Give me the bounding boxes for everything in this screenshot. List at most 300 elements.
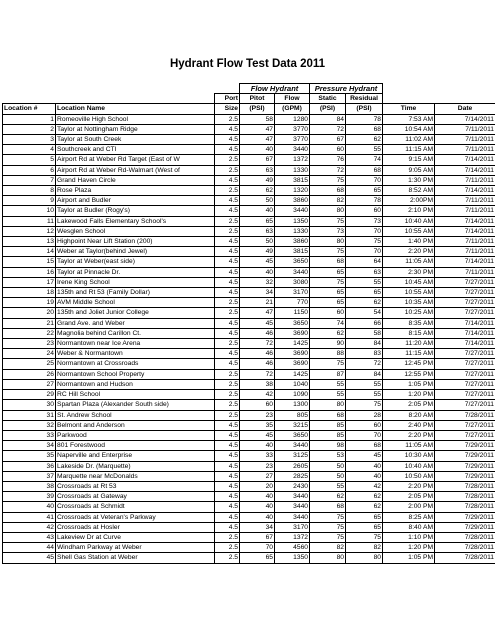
location-name-cell: St. Andrew School <box>56 410 215 420</box>
table-row <box>3 522 495 532</box>
location-number-cell: 2 <box>3 124 56 134</box>
static-cell: 55 <box>310 481 346 491</box>
table-row <box>3 308 495 318</box>
table-row <box>3 512 495 522</box>
table-row <box>3 196 495 206</box>
size-cell: 2.5 <box>215 298 240 308</box>
pitot-cell: 50 <box>240 237 275 247</box>
date-cell: 7/11/2011 <box>435 124 495 134</box>
location-name-cell: Crossroads at Hosler <box>56 522 215 532</box>
time-cell: 11:05 AM <box>383 441 435 451</box>
time-header: Time <box>383 104 435 114</box>
location-number-cell: 27 <box>3 379 56 389</box>
location-name-cell: 135th and Rt 53 (Family Dollar) <box>56 288 215 298</box>
flow-cell: 3690 <box>275 349 310 359</box>
location-number-cell: 32 <box>3 420 56 430</box>
size-cell: 2.5 <box>215 532 240 542</box>
flow-cell: 3650 <box>275 430 310 440</box>
location-number-cell: 24 <box>3 349 56 359</box>
static-cell: 75 <box>310 175 346 185</box>
table-row <box>3 379 495 389</box>
size-cell: 2.5 <box>215 308 240 318</box>
location-name-cell: Airport and Budler <box>56 196 215 206</box>
date-cell: 7/27/2011 <box>435 349 495 359</box>
location-name-cell: Windham Parkway at Weber <box>56 543 215 553</box>
time-cell: 2:10 PM <box>383 206 435 216</box>
table-row <box>3 155 495 165</box>
static-cell: 62 <box>310 492 346 502</box>
location-name-cell: Belmont and Anderson <box>56 420 215 430</box>
static-cell: 85 <box>310 430 346 440</box>
pitot-cell: 20 <box>240 481 275 491</box>
size-header: Size <box>215 104 240 114</box>
residual-cell: 65 <box>346 288 383 298</box>
date-cell: 7/14/2011 <box>435 114 495 124</box>
size-cell: 4.5 <box>215 441 240 451</box>
table-row <box>3 186 495 196</box>
table-row <box>3 481 495 491</box>
location-number-cell: 14 <box>3 247 56 257</box>
time-cell: 8:15 AM <box>383 328 435 338</box>
size-cell: 4.5 <box>215 267 240 277</box>
location-name-cell: Normantown at Crossroads <box>56 359 215 369</box>
size-cell: 2.5 <box>215 410 240 420</box>
residual-cell: 68 <box>346 124 383 134</box>
location-number-cell: 41 <box>3 512 56 522</box>
location-number-cell: 20 <box>3 308 56 318</box>
residual-cell: 70 <box>346 226 383 236</box>
date-cell: 7/14/2011 <box>435 339 495 349</box>
flow-cell: 3170 <box>275 522 310 532</box>
location-name-cell: 135th and Joliet Junior College <box>56 308 215 318</box>
flow-cell: 3440 <box>275 145 310 155</box>
flow-cell: 3860 <box>275 237 310 247</box>
table-row <box>3 257 495 267</box>
time-cell: 11:20 AM <box>383 339 435 349</box>
location-name-cell: Parkwood <box>56 430 215 440</box>
table-row <box>3 135 495 145</box>
static-cell: 85 <box>310 420 346 430</box>
time-cell: 2:20 PM <box>383 430 435 440</box>
location-name-cell: Taylor at Budler (Rogy's) <box>56 206 215 216</box>
table-row <box>3 145 495 155</box>
size-cell: 2.5 <box>215 400 240 410</box>
size-cell: 4.5 <box>215 461 240 471</box>
date-cell: 7/28/2011 <box>435 553 495 563</box>
time-cell: 10:30 AM <box>383 451 435 461</box>
size-cell: 2.5 <box>215 369 240 379</box>
static-unit-header: (PSI) <box>310 104 346 114</box>
flow-cell: 2430 <box>275 481 310 491</box>
location-name-cell: Taylor at South Creek <box>56 135 215 145</box>
location-name-cell: Magnolia behind Carillon Ct. <box>56 328 215 338</box>
date-cell: 7/27/2011 <box>435 420 495 430</box>
location-name-cell: Southcreek and CTI <box>56 145 215 155</box>
flow-cell: 3440 <box>275 206 310 216</box>
table-row <box>3 369 495 379</box>
static-cell: 75 <box>310 247 346 257</box>
location-number-cell: 3 <box>3 135 56 145</box>
static-cell: 60 <box>310 145 346 155</box>
size-cell: 4.5 <box>215 175 240 185</box>
table-row <box>3 247 495 257</box>
pitot-cell: 35 <box>240 420 275 430</box>
residual-cell: 62 <box>346 298 383 308</box>
date-cell: 7/28/2011 <box>435 532 495 542</box>
flow-cell: 1350 <box>275 216 310 226</box>
table-row <box>3 543 495 553</box>
pitot-cell: 63 <box>240 226 275 236</box>
static-cell: 82 <box>310 543 346 553</box>
size-cell: 2.5 <box>215 543 240 553</box>
residual-cell: 65 <box>346 186 383 196</box>
static-cell: 90 <box>310 339 346 349</box>
time-cell: 11:15 AM <box>383 349 435 359</box>
location-number-cell: 8 <box>3 186 56 196</box>
pitot-cell: 49 <box>240 175 275 185</box>
date-cell: 7/11/2011 <box>435 135 495 145</box>
time-cell: 2:20 PM <box>383 481 435 491</box>
location-name-cell: Shell Gas Station at Weber <box>56 553 215 563</box>
time-cell: 1:20 PM <box>383 543 435 553</box>
residual-cell: 62 <box>346 492 383 502</box>
flow-cell: 3440 <box>275 502 310 512</box>
time-cell: 11:15 AM <box>383 145 435 155</box>
size-cell: 2.5 <box>215 186 240 196</box>
static-cell: 65 <box>310 267 346 277</box>
date-cell: 7/29/2011 <box>435 451 495 461</box>
residual-unit-header: (PSI) <box>346 104 383 114</box>
time-cell: 2:05 PM <box>383 400 435 410</box>
location-name-cell: AVM Middle School <box>56 298 215 308</box>
location-name-cell: Lakewood Falls Elementary School's <box>56 216 215 226</box>
flow-cell: 1372 <box>275 532 310 542</box>
static-cell: 50 <box>310 471 346 481</box>
date-cell: 7/11/2011 <box>435 196 495 206</box>
location-number-cell: 43 <box>3 532 56 542</box>
residual-cell: 58 <box>346 328 383 338</box>
location-number-cell: 31 <box>3 410 56 420</box>
date-cell: 7/28/2011 <box>435 481 495 491</box>
flow-cell: 3080 <box>275 277 310 287</box>
location-number-cell: 15 <box>3 257 56 267</box>
residual-cell: 75 <box>346 400 383 410</box>
residual-cell: 40 <box>346 471 383 481</box>
pitot-cell: 67 <box>240 155 275 165</box>
size-cell: 4.5 <box>215 247 240 257</box>
static-cell: 65 <box>310 288 346 298</box>
static-cell: 68 <box>310 257 346 267</box>
pitot-cell: 47 <box>240 308 275 318</box>
table-row <box>3 216 495 226</box>
date-cell: 7/27/2011 <box>435 369 495 379</box>
residual-cell: 78 <box>346 114 383 124</box>
time-cell: 1:05 PM <box>383 379 435 389</box>
hydrant-data-table <box>2 83 495 564</box>
pitot-cell: 58 <box>240 114 275 124</box>
location-number-cell: 29 <box>3 390 56 400</box>
time-cell: 9:05 AM <box>383 165 435 175</box>
location-number-cell: 21 <box>3 318 56 328</box>
size-cell: 4.5 <box>215 196 240 206</box>
pitot-cell: 45 <box>240 318 275 328</box>
residual-cell: 78 <box>346 196 383 206</box>
table-row <box>3 492 495 502</box>
pitot-cell: 40 <box>240 512 275 522</box>
pitot-cell: 21 <box>240 298 275 308</box>
location-name-cell: Weber & Normantown <box>56 349 215 359</box>
static-cell: 72 <box>310 165 346 175</box>
flow-cell: 3650 <box>275 257 310 267</box>
static-cell: 84 <box>310 114 346 124</box>
size-cell: 2.5 <box>215 390 240 400</box>
pitot-cell: 65 <box>240 216 275 226</box>
flow-cell: 3815 <box>275 247 310 257</box>
location-number-cell: 11 <box>3 216 56 226</box>
location-number-cell: 1 <box>3 114 56 124</box>
table-row <box>3 318 495 328</box>
location-number-cell: 26 <box>3 369 56 379</box>
size-cell: 4.5 <box>215 135 240 145</box>
flow-cell: 1350 <box>275 553 310 563</box>
flow-cell: 3215 <box>275 420 310 430</box>
location-name-cell: RC Hill School <box>56 390 215 400</box>
date-header: Date <box>435 104 495 114</box>
location-number-cell: 7 <box>3 175 56 185</box>
pitot-cell: 32 <box>240 277 275 287</box>
flow-cell: 3690 <box>275 328 310 338</box>
residual-cell: 54 <box>346 308 383 318</box>
flow-cell: 3440 <box>275 492 310 502</box>
flow-cell: 3440 <box>275 441 310 451</box>
location-number-cell: 34 <box>3 441 56 451</box>
residual-cell: 60 <box>346 420 383 430</box>
port-header: Port <box>215 94 240 104</box>
date-cell: 7/14/2011 <box>435 155 495 165</box>
size-cell: 4.5 <box>215 522 240 532</box>
pitot-cell: 47 <box>240 135 275 145</box>
location-name-cell: Marquette near McDonalds <box>56 471 215 481</box>
static-cell: 65 <box>310 298 346 308</box>
static-cell: 62 <box>310 328 346 338</box>
time-cell: 2:30 PM <box>383 267 435 277</box>
size-cell: 4.5 <box>215 237 240 247</box>
location-name-cell: Normantown and Hudson <box>56 379 215 389</box>
flow-cell: 3170 <box>275 288 310 298</box>
table-row <box>3 124 495 134</box>
table-row <box>3 165 495 175</box>
flow-cell: 1280 <box>275 114 310 124</box>
size-cell: 2.5 <box>215 165 240 175</box>
static-cell: 50 <box>310 461 346 471</box>
table-row <box>3 441 495 451</box>
flow-cell: 1090 <box>275 390 310 400</box>
table-row <box>3 206 495 216</box>
pitot-unit-header: (PSI) <box>240 104 275 114</box>
location-number-cell: 42 <box>3 522 56 532</box>
date-cell: 7/28/2011 <box>435 410 495 420</box>
date-cell: 7/29/2011 <box>435 441 495 451</box>
pitot-cell: 63 <box>240 165 275 175</box>
static-cell: 75 <box>310 522 346 532</box>
date-cell: 7/11/2011 <box>435 175 495 185</box>
pitot-cell: 49 <box>240 247 275 257</box>
time-cell: 2:40 PM <box>383 420 435 430</box>
date-cell: 7/14/2011 <box>435 186 495 196</box>
static-cell: 80 <box>310 206 346 216</box>
pitot-cell: 72 <box>240 339 275 349</box>
location-number-cell: 33 <box>3 430 56 440</box>
location-name-cell: Irene King School <box>56 277 215 287</box>
table-row <box>3 400 495 410</box>
size-cell: 4.5 <box>215 288 240 298</box>
time-cell: 8:52 AM <box>383 186 435 196</box>
location-number-cell: 12 <box>3 226 56 236</box>
date-cell: 7/11/2011 <box>435 237 495 247</box>
header-row-1 <box>3 94 495 104</box>
time-cell: 1:10 PM <box>383 532 435 542</box>
time-cell: 11:02 AM <box>383 135 435 145</box>
pitot-cell: 46 <box>240 328 275 338</box>
time-cell: 10:45 AM <box>383 277 435 287</box>
flow-cell: 1330 <box>275 226 310 236</box>
location-number-cell: 25 <box>3 359 56 369</box>
location-number-cell: 30 <box>3 400 56 410</box>
time-cell: 10:40 AM <box>383 216 435 226</box>
size-cell: 2.5 <box>215 226 240 236</box>
time-cell: 2:00 PM <box>383 502 435 512</box>
static-cell: 68 <box>310 502 346 512</box>
pitot-cell: 40 <box>240 206 275 216</box>
location-name-cell: Rose Plaza <box>56 186 215 196</box>
time-cell: 7:53 AM <box>383 114 435 124</box>
table-body <box>3 114 495 563</box>
flow-cell: 3770 <box>275 124 310 134</box>
size-cell: 4.5 <box>215 145 240 155</box>
date-cell: 7/11/2011 <box>435 247 495 257</box>
residual-cell: 55 <box>346 277 383 287</box>
date-cell: 7/29/2011 <box>435 471 495 481</box>
flow-cell: 3440 <box>275 512 310 522</box>
location-name-cell: Romeoville High School <box>56 114 215 124</box>
time-cell: 1:40 PM <box>383 237 435 247</box>
pitot-cell: 40 <box>240 267 275 277</box>
static-cell: 53 <box>310 451 346 461</box>
static-cell: 82 <box>310 196 346 206</box>
location-number-cell: 38 <box>3 481 56 491</box>
table-row <box>3 114 495 124</box>
date-cell: 7/27/2011 <box>435 308 495 318</box>
location-number-cell: 16 <box>3 267 56 277</box>
time-cell: 8:20 AM <box>383 410 435 420</box>
location-name-cell: Lakeside Dr. (Marquette) <box>56 461 215 471</box>
location-name-cell: Naperville and Enterprise <box>56 451 215 461</box>
location-name-cell: Airport Rd at Weber Rd Target (East of W <box>56 155 215 165</box>
residual-header: Residual <box>346 94 383 104</box>
size-cell: 4.5 <box>215 451 240 461</box>
location-number-cell: 19 <box>3 298 56 308</box>
table-row <box>3 175 495 185</box>
location-number-cell: 5 <box>3 155 56 165</box>
flow-cell: 3770 <box>275 135 310 145</box>
static-cell: 55 <box>310 390 346 400</box>
location-name-cell: Grand Ave. and Weber <box>56 318 215 328</box>
pitot-cell: 40 <box>240 492 275 502</box>
flow-cell: 3440 <box>275 267 310 277</box>
flow-hydrant-group-header: Flow Hydrant <box>240 84 310 94</box>
residual-cell: 75 <box>346 532 383 542</box>
table-row <box>3 420 495 430</box>
static-cell: 80 <box>310 237 346 247</box>
date-cell: 7/27/2011 <box>435 359 495 369</box>
static-cell: 75 <box>310 359 346 369</box>
time-cell: 2:00PM <box>383 196 435 206</box>
residual-cell: 55 <box>346 145 383 155</box>
flow-cell: 1300 <box>275 400 310 410</box>
pitot-cell: 46 <box>240 349 275 359</box>
time-cell: 10:25 AM <box>383 308 435 318</box>
size-cell: 2.5 <box>215 114 240 124</box>
pitot-cell: 34 <box>240 522 275 532</box>
location-name-cell: Wesglen School <box>56 226 215 236</box>
static-cell: 75 <box>310 277 346 287</box>
size-cell: 4.5 <box>215 318 240 328</box>
pitot-cell: 70 <box>240 543 275 553</box>
location-name-cell: Grand Haven Circle <box>56 175 215 185</box>
time-cell: 9:15 AM <box>383 155 435 165</box>
pitot-cell: 50 <box>240 196 275 206</box>
residual-cell: 84 <box>346 339 383 349</box>
pitot-cell: 65 <box>240 553 275 563</box>
size-cell: 2.5 <box>215 379 240 389</box>
residual-cell: 65 <box>346 512 383 522</box>
flow-cell: 3650 <box>275 318 310 328</box>
time-cell: 8:35 AM <box>383 318 435 328</box>
location-number-cell: 40 <box>3 502 56 512</box>
pitot-cell: 23 <box>240 461 275 471</box>
table-row <box>3 430 495 440</box>
pitot-cell: 60 <box>240 400 275 410</box>
static-cell: 87 <box>310 369 346 379</box>
time-cell: 10:55 AM <box>383 226 435 236</box>
time-cell: 10:50 AM <box>383 471 435 481</box>
location-name-cell: Crossroads at Veteran's Parkway <box>56 512 215 522</box>
static-cell: 68 <box>310 410 346 420</box>
static-cell: 67 <box>310 135 346 145</box>
pitot-cell: 33 <box>240 451 275 461</box>
residual-cell: 83 <box>346 349 383 359</box>
time-cell: 12:45 PM <box>383 359 435 369</box>
residual-cell: 66 <box>346 318 383 328</box>
residual-cell: 40 <box>346 461 383 471</box>
location-number-header: Location # <box>3 104 56 114</box>
table-row <box>3 349 495 359</box>
flow-cell: 770 <box>275 298 310 308</box>
date-cell: 7/11/2011 <box>435 206 495 216</box>
time-cell: 2:20 PM <box>383 247 435 257</box>
location-number-cell: 10 <box>3 206 56 216</box>
flow-cell: 2825 <box>275 471 310 481</box>
flow-cell: 1330 <box>275 165 310 175</box>
location-name-cell: Normantown School Property <box>56 369 215 379</box>
table-row <box>3 461 495 471</box>
static-header: Static <box>310 94 346 104</box>
pressure-hydrant-group-header: Pressure Hydrant <box>310 84 383 94</box>
location-number-cell: 36 <box>3 461 56 471</box>
date-cell: 7/14/2011 <box>435 257 495 267</box>
date-cell: 7/11/2011 <box>435 267 495 277</box>
flow-header: Flow <box>275 94 310 104</box>
